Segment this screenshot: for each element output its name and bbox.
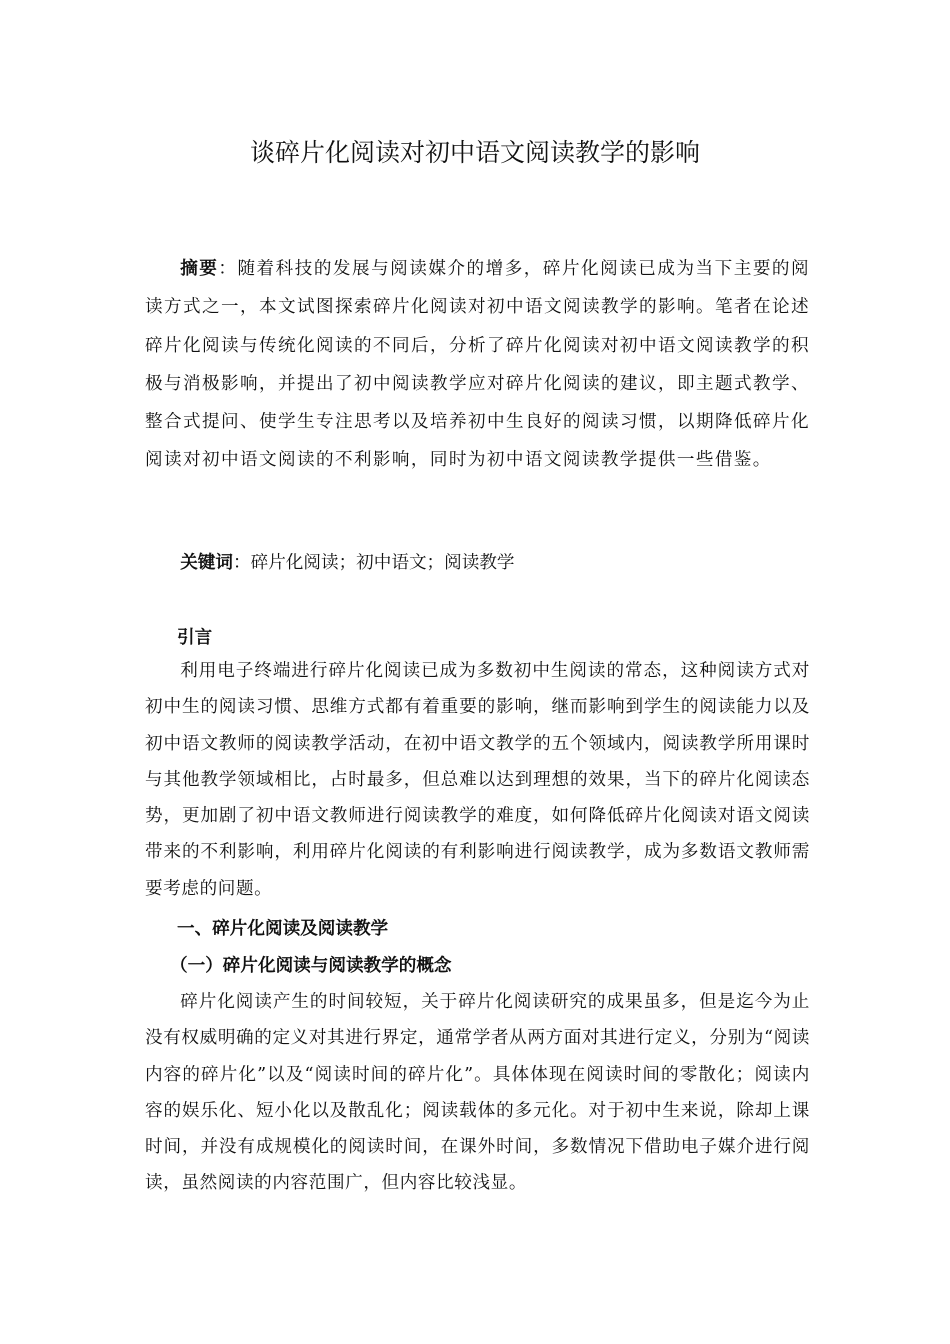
- abstract-paragraph: [145, 250, 810, 480]
- abstract-label: 摘要: [180, 258, 219, 279]
- keywords-text: 碎片化阅读；初中语文；阅读教学: [250, 553, 515, 573]
- abstract-separator: ：: [218, 259, 238, 279]
- section1-sub1-heading: （一）碎片化阅读与阅读教学的概念: [170, 955, 452, 976]
- keywords-separator: ：: [232, 553, 251, 573]
- keywords-paragraph: [145, 545, 810, 581]
- intro-paragraph: 利用电子终端进行碎片化阅读已成为多数初中生阅读的常态，这种阅读方式对初中生的阅读习惯、思维方式都有着重要的影响，继而影响到学生的阅读能力以及初中语文教师的阅读教学活动，在初中语文教学的五个领域内，阅读教学所用课时与其他教学领域相比，占时最多，但总难以达到理想的效果，当下的碎片化阅读态势，更加剧了初中语文教师进行阅读教学的难度，如何降低碎片化阅读对语文阅读带来的不利影响，利用碎片化阅读的有利影响进行阅读教学，成为多数语文教师需要考虑的问题。: [145, 661, 810, 899]
- section1-sub1-paragraph: 碎片化阅读产生的时间较短，关于碎片化阅读研究的成果虽多，但是迄今为止没有权威明确的定义对其进行界定，通常学者从两方面对其进行定义，分别为“阅读内容的碎片化”以及“阅读时间的碎片化”。具体体现在阅读时间的零散化；阅读内容的娱乐化、短小化以及散乱化；阅读载体的多元化。对于初中生来说，除却上课时间，并没有成规模化的阅读时间，在课外时间，多数情况下借助电子媒介进行阅读，虽然阅读的内容范围广，但内容比较浅显。: [145, 992, 810, 1194]
- intro-heading: 引言: [177, 627, 213, 648]
- abstract-text: 随着科技的发展与阅读媒介的增多，碎片化阅读已成为当下主要的阅读方式之一，本文试图探索碎片化阅读对初中语文阅读教学的影响。笔者在论述碎片化阅读与传统化阅读的不同后，分析了碎片化阅读对初中语文阅读教学的积极与消极影响，并提出了初中阅读教学应对碎片化阅读的建议，即主题式教学、整合式提问、使学生专注思考以及培养初中生良好的阅读习惯，以期降低碎片化阅读对初中语文阅读的不利影响，同时为初中语文阅读教学提供一些借鉴。: [145, 259, 810, 471]
- document-title: 谈碎片化阅读对初中语文阅读教学的影响: [249, 138, 700, 167]
- keywords-label: 关键词: [180, 552, 233, 573]
- section1-heading: 一、碎片化阅读及阅读教学: [177, 918, 389, 939]
